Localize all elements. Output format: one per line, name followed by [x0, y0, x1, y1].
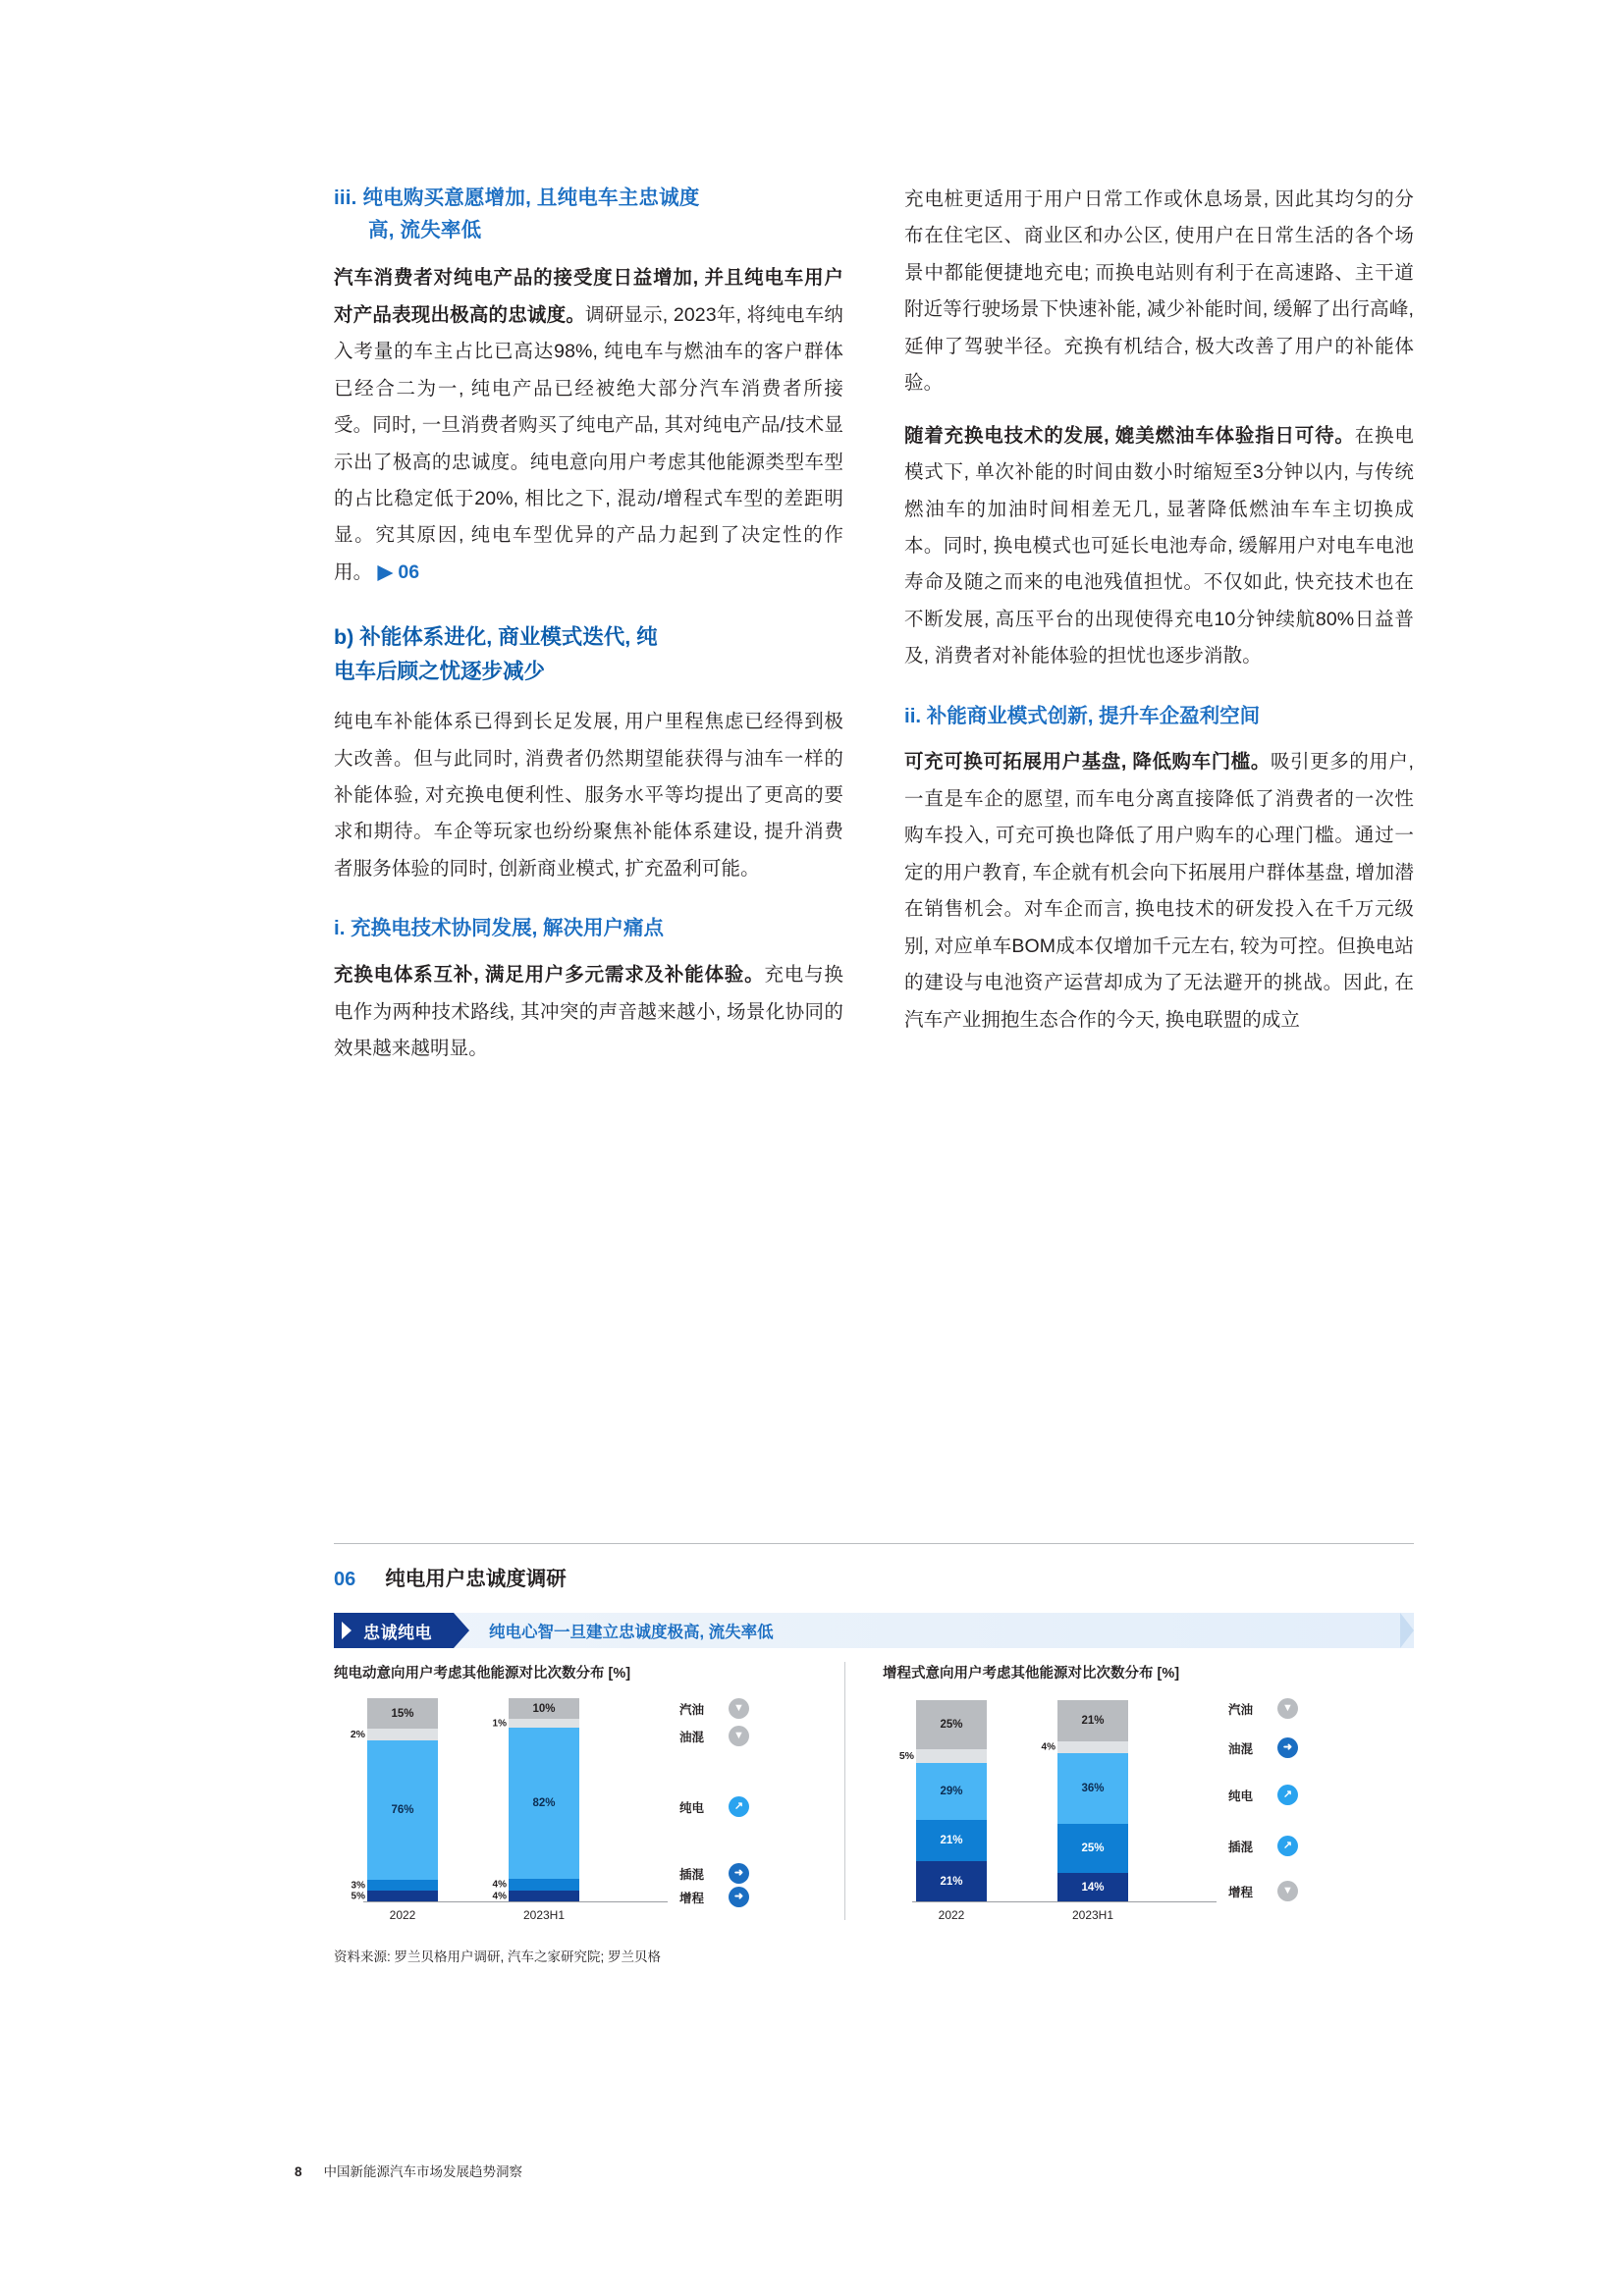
segment-hybrid	[350, 1729, 438, 1741]
page-footer	[295, 2161, 522, 2180]
chart-1-title: 纯电动意向用户考虑其他能源对比次数分布 [%]	[334, 1666, 631, 1682]
legend-label: 纯电	[679, 1800, 705, 1815]
segment-phev	[492, 1879, 579, 1891]
exhibit-reference-06: ▶ 06	[377, 561, 420, 583]
heading-iii	[334, 182, 843, 246]
legend-item-phev	[1228, 1836, 1298, 1856]
paragraph-3-rest: 充电与换电作为两种技术路线, 其冲突的声音越来越小, 场景化协同的效果越来越明显。	[334, 964, 843, 1059]
chart-1-plot	[334, 1694, 844, 1920]
left-column	[334, 182, 843, 1083]
segment-hybrid	[492, 1718, 579, 1729]
right-paragraph-1: 充电桩更适用于用户日常工作或休息场景, 因此其均匀的分布在住宅区、商业区和办公区, 使用户在日常生活的各个场景中都能便捷地充电; 而换电站则有利于在高速路、主干道附近等行驶场景下快速补能, 减少补能时间, 缓解了出行高峰, 延伸了驾驶半径。充换有机结合, 极大改善了用户的补能体验。	[904, 188, 1414, 395]
segment-phev: 21%	[916, 1820, 987, 1861]
up-arrow-circle-icon: ↗	[1277, 1836, 1298, 1856]
legend-label: 插混	[679, 1867, 705, 1882]
segment-erev: 21%	[916, 1861, 987, 1902]
segment-bev: 36%	[1057, 1753, 1128, 1824]
legend-item-hybrid	[679, 1726, 749, 1746]
segment-value-label: 4%	[492, 1879, 507, 1891]
right-paragraph-3-rest: 吸引更多的用户, 一直是车企的愿望, 而车电分离直接降低了消费者的一次性购车投入, 可充可换也降低了用户购车的心理门槛。通过一定的用户教育, 车企就有机会向下拓展用户群体基盘, 增加潜在销售机会。对车企而言, 换电技术的研发投入在千万元级别, 对应单车BOM成本仅增加千元左右, 较为可控。但换电站的建设与电池资产运营却成为了无法避开的挑战。因此, 在汽车产业拥抱生态合作的今天, 换电联盟的成立	[904, 751, 1415, 1031]
heading-i: i. 充换电技术协同发展, 解决用户痛点	[334, 917, 664, 940]
chart-2-axis	[912, 1901, 1217, 1902]
heading-b	[334, 620, 843, 688]
right-paragraph-2	[904, 418, 1414, 675]
down-arrow-circle-icon: ▼	[1277, 1698, 1298, 1719]
down-arrow-circle-icon: ▼	[729, 1698, 749, 1719]
footer-title: 中国新能源汽车市场发展趋势洞察	[323, 2164, 523, 2179]
chart-2-title: 增程式意向用户考虑其他能源对比次数分布 [%]	[883, 1666, 1180, 1682]
charts-container	[334, 1662, 1414, 1920]
legend-item-bev	[1228, 1785, 1298, 1805]
legend-item-hybrid	[1228, 1737, 1298, 1758]
x-label-2023h1: 2023H1	[522, 1908, 566, 1922]
page-number: 8	[295, 2164, 302, 2179]
paragraph-2: 纯电车补能体系已得到长足发展, 用户里程焦虑已经得到极大改善。但与此同时, 消费者仍然期望能获得与油车一样的补能体验, 对充换电便利性、服务水平等均提出了更高的要求和期待。车企等玩家也纷纷聚焦补能体系建设, 提升消费者服务体验的同时, 创新商业模式, 扩充盈利可能。	[334, 711, 843, 880]
article-body	[334, 182, 1414, 1083]
bar-2022	[350, 1698, 438, 1902]
right-arrow-circle-icon: ➜	[729, 1863, 749, 1884]
legend-label: 增程	[1228, 1885, 1254, 1899]
x-label-2023h1: 2023H1	[1071, 1908, 1114, 1922]
right-column	[904, 182, 1414, 1083]
right-arrow-circle-icon: ➜	[729, 1887, 749, 1907]
legend-label: 纯电	[1228, 1789, 1254, 1803]
x-label-2022: 2022	[389, 1908, 416, 1922]
segment-gas: 10%	[509, 1698, 579, 1719]
chart-2-x-labels	[916, 1908, 1211, 1922]
right-paragraph-2-lead: 随着充换电技术的发展, 媲美燃油车体验指日可待。	[904, 424, 1355, 447]
bar-2023h1	[492, 1698, 579, 1902]
legend-item-gas	[679, 1698, 749, 1719]
down-arrow-circle-icon: ▼	[729, 1726, 749, 1746]
chart-1-axis	[363, 1901, 668, 1902]
paragraph-1	[334, 260, 843, 591]
chart-erev-loyalty	[844, 1662, 1413, 1920]
exhibit-header	[334, 1562, 1414, 1591]
banner-subtitle: 纯电心智一旦建立忠诚度极高, 流失率低	[489, 1624, 774, 1641]
heading-iii-line2: 高, 流失率低	[368, 219, 482, 242]
paragraph-3	[334, 957, 843, 1067]
right-paragraph-3	[904, 744, 1414, 1039]
exhibit-divider	[334, 1543, 1414, 1544]
bar-2022	[898, 1698, 987, 1902]
segment-gas: 21%	[1057, 1700, 1128, 1741]
chart-bev-loyalty	[334, 1662, 844, 1920]
segment-phev: 25%	[1057, 1824, 1128, 1873]
segment-bev: 82%	[509, 1728, 579, 1879]
segment-value-label: 5%	[351, 1891, 365, 1902]
segment-hybrid	[898, 1749, 987, 1763]
segment-bev: 29%	[916, 1763, 987, 1820]
up-arrow-circle-icon: ↗	[729, 1796, 749, 1817]
paragraph-1-lead: 汽车消费者对纯电产品的接受度日益增加, 并且纯电车用户对产品表现出极高的忠诚度。	[334, 267, 843, 326]
chart-1-legend	[679, 1698, 827, 1905]
exhibit-number: 06	[334, 1569, 356, 1590]
segment-value-label: 4%	[1041, 1741, 1056, 1753]
exhibit-banner	[334, 1613, 1414, 1648]
legend-item-phev	[679, 1863, 749, 1884]
right-arrow-circle-icon: ➜	[1277, 1737, 1298, 1758]
paragraph-3-lead: 充换电体系互补, 满足用户多元需求及补能体验。	[334, 964, 765, 987]
segment-value-label: 2%	[350, 1729, 365, 1741]
legend-label: 增程	[679, 1891, 705, 1905]
legend-label: 插混	[1228, 1840, 1254, 1854]
right-paragraph-3-lead: 可充可换可拓展用户基盘, 降低购车门槛。	[904, 751, 1271, 774]
segment-value-label: 5%	[898, 1750, 914, 1762]
heading-b-line2: 电车后顾之忧逐步减少	[334, 659, 546, 683]
legend-item-gas	[1228, 1698, 1298, 1719]
segment-value-label: 1%	[492, 1718, 507, 1729]
segment-bev: 76%	[367, 1740, 438, 1880]
exhibit-title: 纯电用户忠诚度调研	[385, 1568, 567, 1590]
chart-2-plot	[883, 1694, 1413, 1920]
heading-b-line1: b) 补能体系进化, 商业模式迭代, 纯	[334, 625, 658, 650]
banner-arrow-icon	[1400, 1613, 1414, 1648]
exhibit-source: 资料来源: 罗兰贝格用户调研, 汽车之家研究院; 罗兰贝格	[334, 1949, 662, 1964]
paragraph-1-rest: 调研显示, 2023年, 将纯电车纳入考量的车主占比已高达98%, 纯电车与燃油车的客户群体已经合二为一, 纯电产品已经被绝大部分汽车消费者所接受。同时, 一旦消费者购买了纯电产品, 其对纯电产品/技术显示出了极高的忠诚度。纯电意向用户考虑其他能源类型车型的占比稳定低于20%, 相比之下, 混动/增程式车型的差距明显。究其原因, 纯电车型优异的产品力起到了决定性的作用。	[334, 303, 843, 583]
legend-label: 汽油	[679, 1702, 705, 1717]
heading-iii-line1: iii. 纯电购买意愿增加, 且纯电车主忠诚度	[334, 187, 700, 209]
x-label-2022: 2022	[938, 1908, 965, 1922]
chart-1-bars	[350, 1698, 662, 1902]
up-arrow-circle-icon: ↗	[1277, 1785, 1298, 1805]
segment-value-label: 3%	[351, 1880, 365, 1892]
legend-label: 油混	[1228, 1741, 1254, 1756]
heading-ii: ii. 补能商业模式创新, 提升车企盈利空间	[904, 704, 1261, 727]
segment-hybrid	[1041, 1741, 1128, 1753]
legend-item-erev	[679, 1887, 749, 1907]
banner-tab-label: 忠诚纯电	[334, 1613, 454, 1648]
exhibit-06	[334, 1543, 1414, 1965]
segment-value-label: 4%	[492, 1891, 507, 1902]
segment-erev: 14%	[1057, 1873, 1128, 1902]
down-arrow-circle-icon: ▼	[1277, 1881, 1298, 1901]
right-paragraph-2-rest: 在换电模式下, 单次补能的时间由数小时缩短至3分钟以内, 与传统燃油车的加油时间相差无几, 显著降低燃油车车主切换成本。同时, 换电模式也可延长电池寿命, 缓解用户对电车电池寿命及随之而来的电池残值担忧。不仅如此, 快充技术也在不断发展, 高压平台的出现使得充电10分钟续航80%日益普及, 消费者对补能体验的担忧也逐步消散。	[904, 424, 1414, 667]
segment-phev	[351, 1880, 438, 1892]
chart-2-legend	[1228, 1698, 1376, 1902]
chart-1-x-labels	[367, 1908, 662, 1922]
legend-item-bev	[679, 1796, 749, 1817]
segment-gas: 15%	[367, 1698, 438, 1729]
segment-gas: 25%	[916, 1700, 987, 1749]
chart-2-bars	[898, 1698, 1211, 1902]
bar-2023h1	[1041, 1698, 1128, 1902]
legend-label: 汽油	[1228, 1702, 1254, 1717]
legend-item-erev	[1228, 1881, 1298, 1901]
legend-label: 油混	[679, 1730, 705, 1744]
